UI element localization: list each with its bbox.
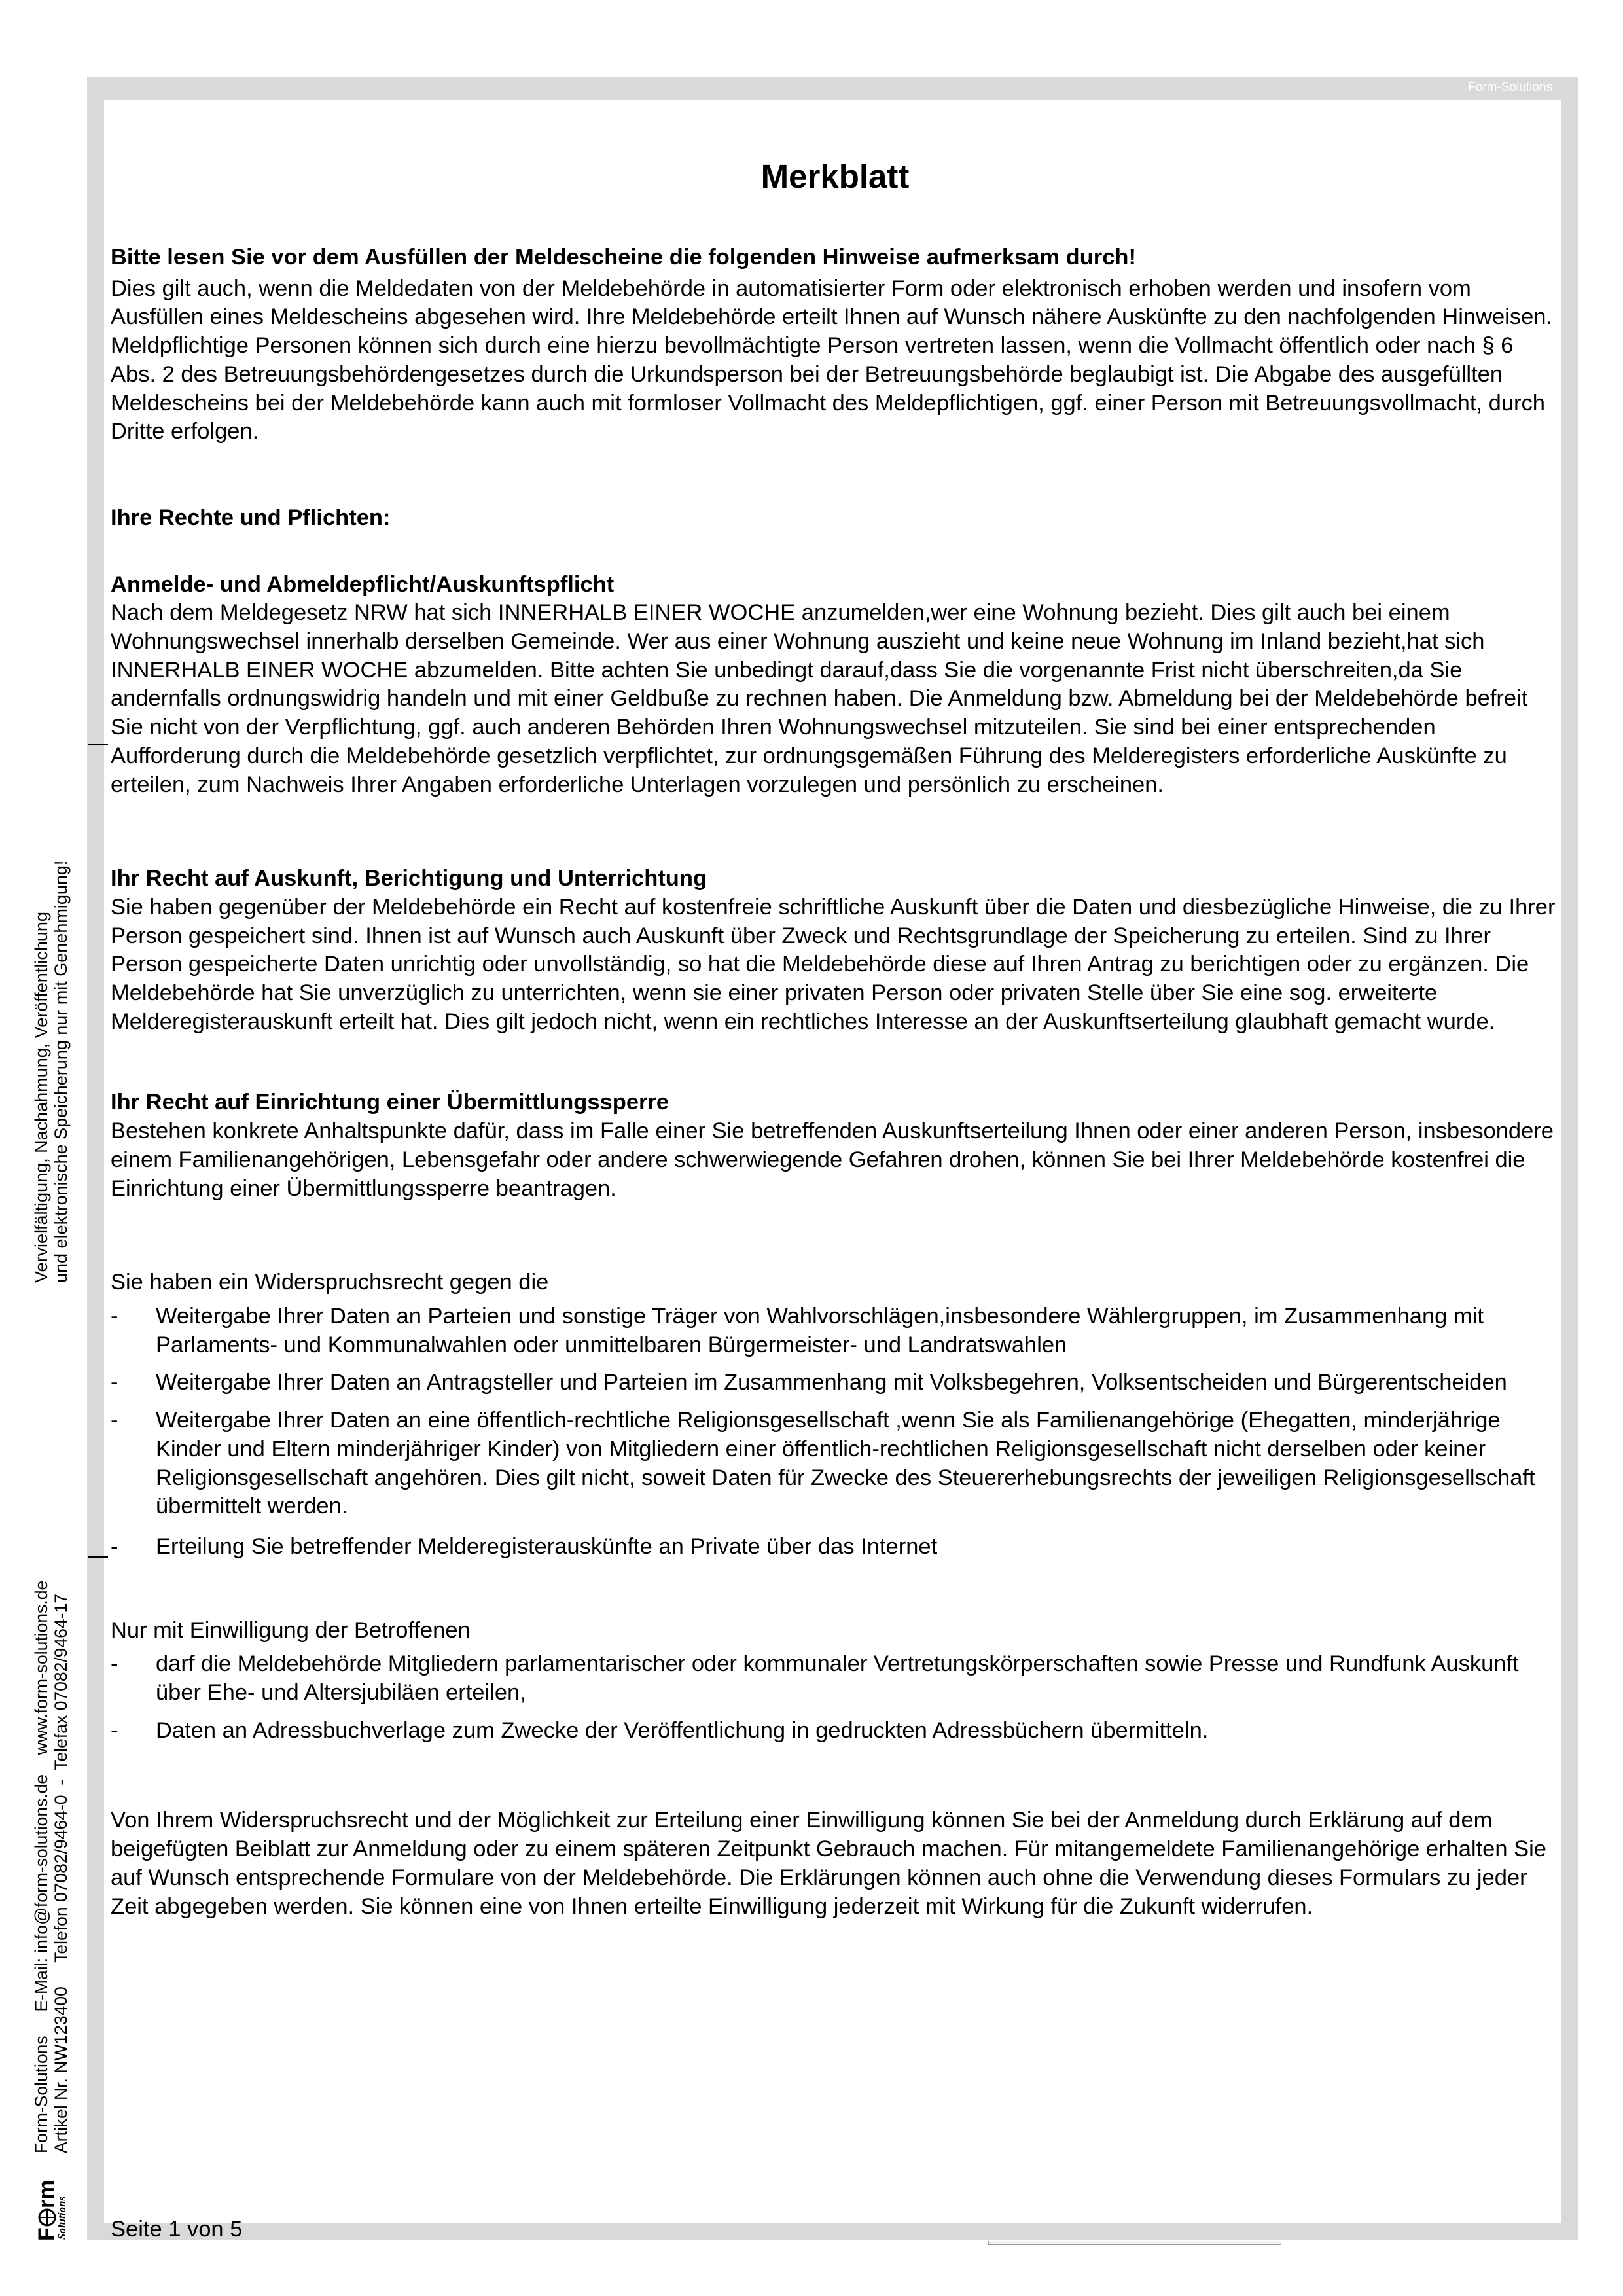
section-text-block: Bestehen konkrete Anhaltspunkte dafür, dass im Falle einer Sie betreffenden Auskunftserteilung Ihnen oder einer anderen Person, insbesondere einem Familienangehörigen, Lebensgefahr oder andere schwerwiegende Gefahren drohen, können Sie bei Ihrer Meldebehörde kostenfrei die Einrichtung einer Übermittlungssperre beantragen. — [111, 1119, 1554, 1201]
copyright-line-1: Vervielfältigung, Nachahmung, Veröffentlichung — [31, 912, 51, 1283]
svg-text:Solutions: Solutions — [56, 2196, 68, 2240]
intro-heading: Bitte lesen Sie vor dem Ausfüllen der Meldescheine die folgenden Hinweise aufmerksam durch! — [111, 245, 1136, 270]
section-heading-registration: Anmelde- und Abmeldepflicht/Auskunftspflicht — [111, 571, 615, 597]
page-title: Merkblatt — [760, 158, 910, 195]
frame-brand-label: Form-Solutions — [1468, 81, 1552, 94]
contact-line-1: Form-Solutions E-Mail: info@form-solutions.de www.form-solutions.de — [31, 1580, 51, 2153]
closing-paragraph: Von Ihrem Widerspruchsrecht und der Möglichkeit zur Erteilung einer Einwilligung können Sie bei der Anmeldung durch Erklärung auf dem beigefügten Beiblatt zur Anmeldung oder zu einem späteren Zeitpunkt Gebrauch machen. Für mitangemeldete Familienangehörige erhalten Sie auf Wunsch entsprechende Formulare von der Meldebehörde. Die Erklärungen können auch ohne die Verwendung dieses Formulars zu jeder Zeit abgegeben werden. Sie können eine von Ihnen erteilte Einwilligung jederzeit mit Wirkung für die Zukunft widerrufen. — [111, 1808, 1546, 1919]
document-body — [111, 157, 1560, 1921]
section-heading-information: Ihr Recht auf Auskunft, Berichtigung und Unterrichtung — [111, 866, 707, 891]
objection-intro: Sie haben ein Widerspruchsrecht gegen die — [111, 1270, 549, 1295]
rights-heading: Ihre Rechte und Pflichten: — [111, 505, 391, 530]
fold-mark-bottom — [88, 1556, 108, 1558]
consent-list — [111, 1650, 1560, 1745]
form-solutions-logo — [30, 2160, 68, 2244]
list-item: - Weitergabe Ihrer Daten an eine öffentlich-rechtliche Religionsgesellschaft ,wenn Sie als Familienangehörige (Ehegatten, minderjährige Kinder und Eltern minderjähriger Kinder) von Mitgliedern einer öffentlich-rechtlichen Religionsgesellschaft nicht derselben oder keiner Religionsgesellschaft angehören. Dies gilt nicht, soweit Daten für Zwecke des Steuererhebungsrechts der jeweiligen Religionsgesellschaft übermittelt werden. — [111, 1408, 1535, 1519]
frame-bottom-tab — [988, 2241, 1281, 2245]
intro-paragraph: Dies gilt auch, wenn die Meldedaten von der Meldebehörde in automatisierter Form oder elektronisch erhoben werden und insofern vom Ausfüllen eines Meldescheins abgesehen wird. Ihre Meldebehörde erteilt Ihnen auf Wunsch nähere Auskünfte zu den nachfolgenden Hinweisen. Meldpflichtige Personen können sich durch eine hierzu bevollmächtigte Person vertreten lassen, wenn die Vollmacht öffentlich oder nach § 6 Abs. 2 des Betreuungsbehördengesetzes durch die Urkundsperson bei der Betreuungsbehörde beglaubigt ist. Die Abgabe des ausgefüllten Meldescheins bei der Meldebehörde kann auch mit formloser Vollmacht des Meldepflichtigen, ggf. einer Person mit Betreuungsvollmacht, durch Dritte erfolgen. — [111, 276, 1553, 444]
publisher-contact — [31, 1581, 71, 2153]
list-item: - Daten an Adressbuchverlage zum Zwecke der Veröffentlichung in gedruckten Adressbüchern übermitteln. — [111, 1717, 1209, 1743]
svg-text:F: F — [34, 2227, 59, 2241]
list-item: - Weitergabe Ihrer Daten an Parteien und sonstige Träger von Wahlvorschlägen,insbesondere Wählergruppen, im Zusammenhang mit Parlaments- und Kommunalwahlen oder unmittelbaren Bürgermeister- und Landratswahlen — [111, 1303, 1484, 1357]
list-item: - Erteilung Sie betreffender Melderegisterauskünfte an Private über das Internet — [111, 1534, 938, 1559]
copyright-notice — [31, 861, 71, 1283]
copyright-line-2: und elektronische Speicherung nur mit Genehmigung! — [51, 860, 71, 1283]
consent-intro: Nur mit Einwilligung der Betroffenen — [111, 1617, 471, 1643]
section-heading-block: Ihr Recht auf Einrichtung einer Übermittlungssperre — [111, 1090, 669, 1115]
objection-list — [111, 1302, 1560, 1562]
fold-mark-top — [88, 744, 108, 745]
svg-text:rm: rm — [34, 2179, 59, 2208]
page-number: Seite 1 von 5 — [111, 2217, 243, 2242]
section-text-registration: Nach dem Meldegesetz NRW hat sich INNERHALB EINER WOCHE anzumelden,wer eine Wohnung bezieht. Dies gilt auch bei einem Wohnungswechsel innerhalb derselben Gemeinde. Wer aus einer Wohnung auszieht und keine neue Wohnung im Inland bezieht,hat sich INNERHALB EINER WOCHE abzumelden. Bitte achten Sie unbedingt darauf,dass Sie die vorgenannte Frist nicht überschreiten,da Sie andernfalls ordnungswidrig handeln und mit einer Geldbuße zu rechnen haben. Die Anmeldung bzw. Abmeldung bei der Meldebehörde befreit Sie nicht von der Verpflichtung, ggf. auch anderen Behörden Ihren Wohnungswechsel mitzuteilen. Sie sind bei einer entsprechenden Aufforderung durch die Meldebehörde gesetzlich verpflichtet, zur ordnungsgemäßen Führung des Melderegisters erforderliche Auskünfte zu erteilen, zum Nachweis Ihrer Angaben erforderliche Unterlagen vorzulegen und persönlich zu erscheinen. — [111, 600, 1528, 797]
contact-line-2: Artikel Nr. NW123400 Telefon 07082/9464-0 - Telefax 07082/9464-17 — [51, 1594, 71, 2153]
list-item: - Weitergabe Ihrer Daten an Antragsteller und Parteien im Zusammenhang mit Volksbegehren, Volksentscheiden und Bürgerentscheiden — [111, 1370, 1507, 1395]
list-item: - darf die Meldebehörde Mitgliedern parlamentarischer oder kommunaler Vertretungskörperschaften sowie Presse und Rundfunk Auskunft über Ehe- und Altersjubiläen erteilen, — [111, 1651, 1519, 1706]
section-text-information: Sie haben gegenüber der Meldebehörde ein Recht auf kostenfreie schriftliche Auskunft über die Daten und diesbezügliche Hinweise, die zu Ihrer Person gespeichert sind. Ihnen ist auf Wunsch auch Auskunft über Zweck und Rechtsgrundlage der Speicherung zu erteilen. Sind zu Ihrer Person gespeicherte Daten unrichtig oder unvollständig, so hat die Meldebehörde diese auf Ihren Antrag zu berichtigen oder zu ergänzen. Die Meldebehörde hat Sie unverzüglich zu unterrichten, wenn sie einer privaten Person oder privaten Stelle über Sie eine sog. erweiterte Melderegisterauskunft erteilt hat. Dies gilt jedoch nicht, wenn ein rechtliches Interesse an der Auskunftserteilung glaubhaft gemacht wurde. — [111, 894, 1556, 1034]
